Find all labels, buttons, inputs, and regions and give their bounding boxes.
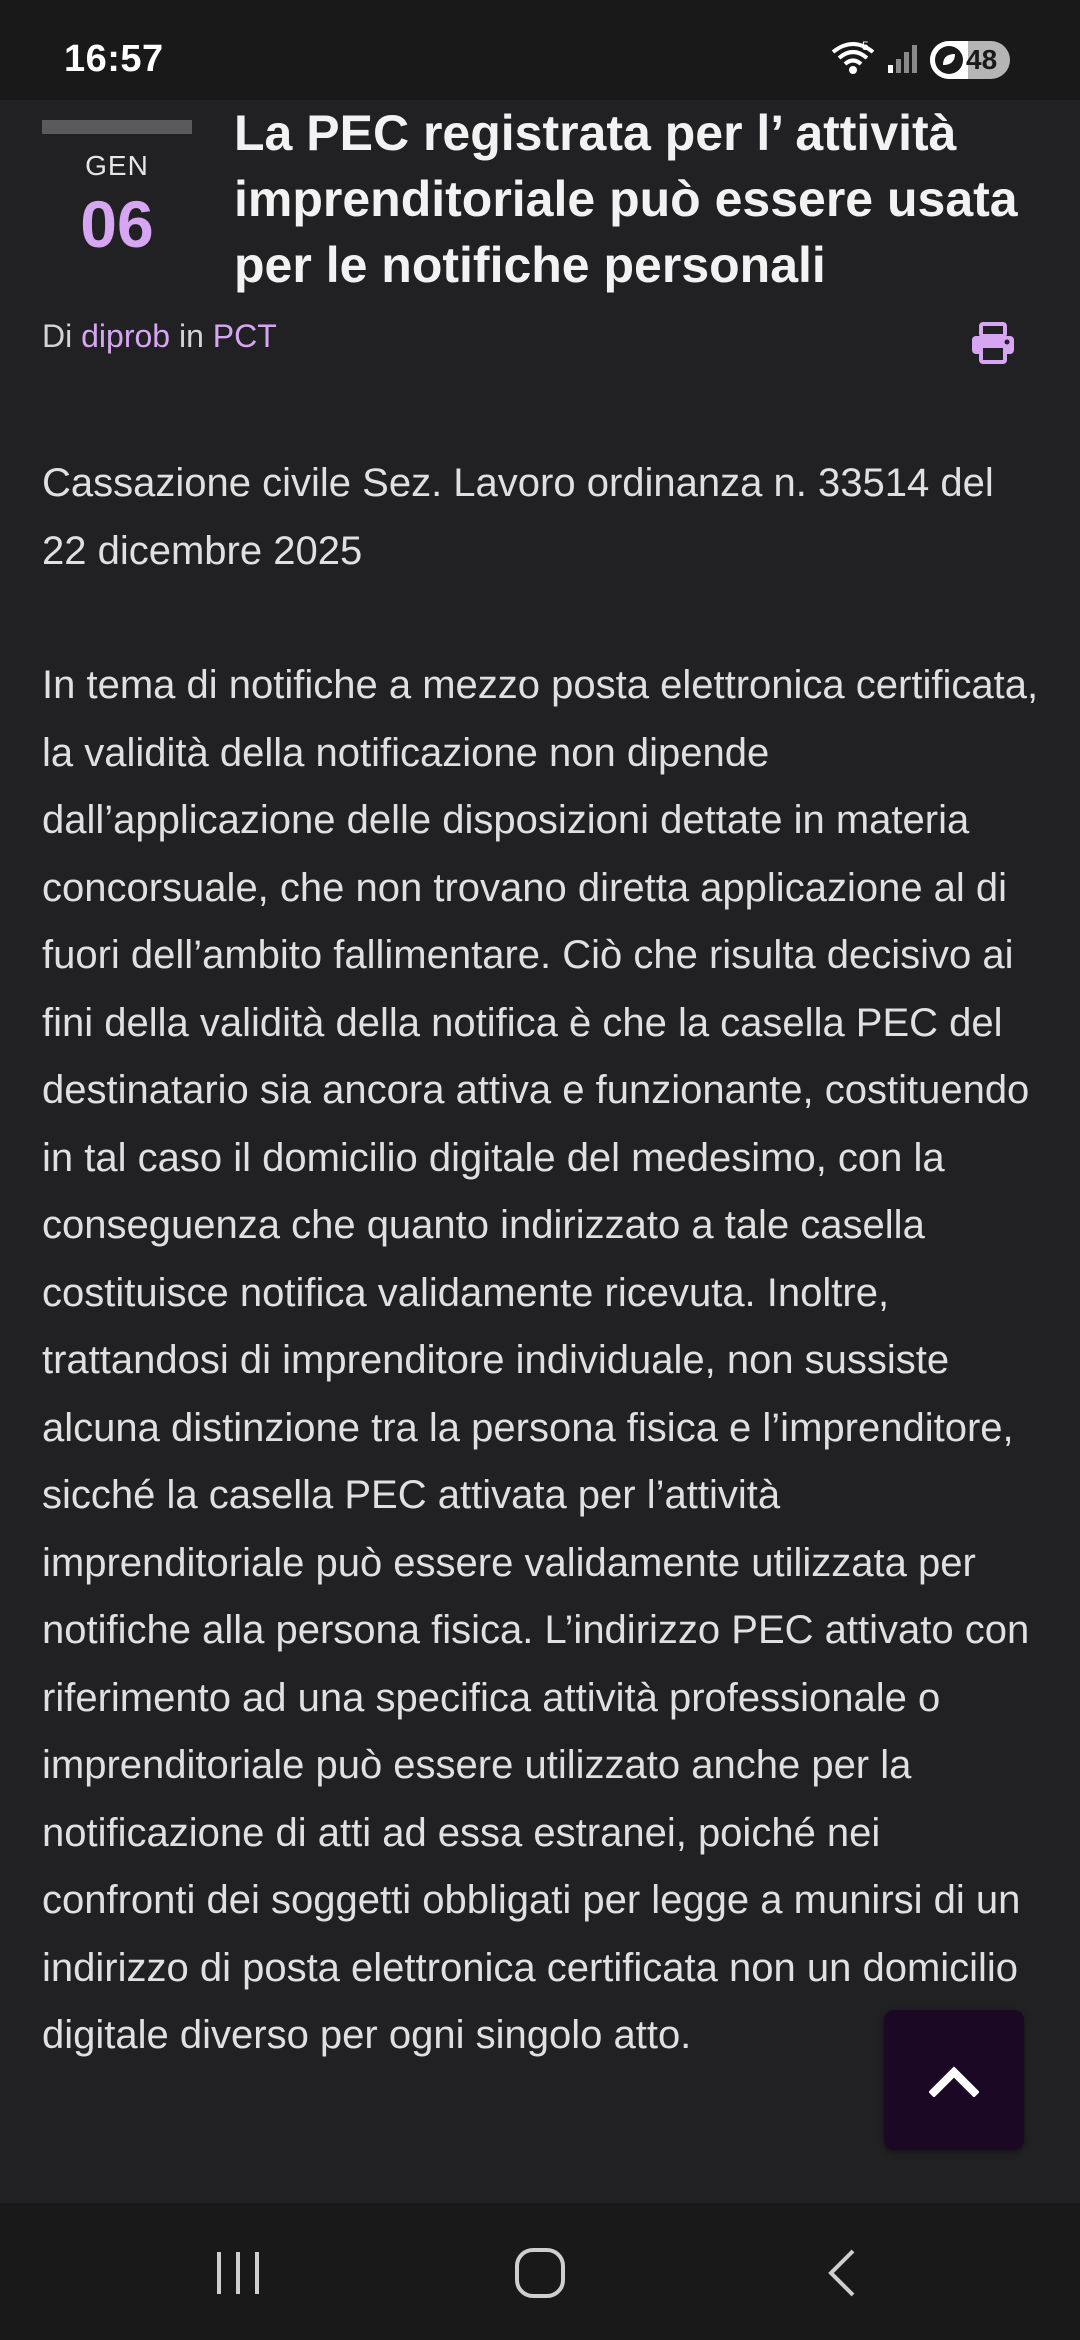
- scroll-to-top-button[interactable]: [884, 2010, 1024, 2150]
- home-icon: [513, 2246, 567, 2300]
- byline: [42, 318, 277, 355]
- article-paragraph-1: Cassazione civile Sez. Lavoro ordinanza n. 33514 del 22 dicembre 2025: [42, 461, 994, 573]
- post-title: La PEC registrata per l’ attività imprenditoriale può essere usata per le notifiche personali: [234, 105, 1018, 293]
- print-button[interactable]: [970, 322, 1016, 364]
- system-nav-bar: [0, 2203, 1080, 2340]
- date-month: GEN: [85, 150, 149, 181]
- paragraph-gap: [42, 585, 1042, 652]
- battery-level: 48: [966, 44, 998, 75]
- back-icon: [821, 2247, 861, 2299]
- status-time: 16:57: [64, 38, 164, 80]
- print-icon: [970, 322, 1016, 364]
- article-body: [42, 450, 1042, 2070]
- wifi-icon: [830, 40, 876, 81]
- battery-icon: [930, 41, 1010, 79]
- status-bar: [0, 0, 1080, 100]
- date-badge: [42, 120, 192, 270]
- category-link[interactable]: PCT: [212, 318, 277, 354]
- date-day: 06: [80, 187, 154, 261]
- svg-text:5: 5: [862, 39, 869, 53]
- leaf-icon: [934, 45, 964, 75]
- recent-apps-icon: [213, 2250, 263, 2296]
- byline-prefix: Di: [42, 318, 73, 354]
- byline-in: in: [178, 318, 204, 354]
- chevron-up-icon: [929, 2063, 979, 2097]
- signal-icon: [886, 41, 920, 80]
- status-icons: [830, 40, 1010, 80]
- back-button[interactable]: [806, 2238, 876, 2308]
- recent-apps-button[interactable]: [203, 2238, 273, 2308]
- article-paragraph-2: In tema di notifiche a mezzo posta elettronica certificata, la validità della notificazione non dipende dall’applicazione delle disposizioni dettate in materia concorsuale, che non trovano diretta applicazione al di fuori dell’ambito fallimentare. Ciò che risulta decisivo ai fini della validità della notifica è che la casella PEC del destinatario sia ancora attiva e funzionante, costituendo in tal caso il domicilio digitale del medesimo, con la conseguenza che quanto indirizzato a tale casella costituisce notifica validamente ricevuta. Inoltre, trattandosi di imprenditore individuale, non sussiste alcuna distinzione tra la persona fisica e l’imprenditore, sicché la casella PEC attivata per l’attività imprenditoriale può essere validamente utilizzata per notifiche alla persona fisica. L’indirizzo PEC attivato con riferimento ad una specifica attività professionale o imprenditoriale può essere utilizzato anche per la notificazione di atti ad essa estranei, poiché nei confronti dei soggetti obbligati per legge a munirsi di un indirizzo di posta elettronica certificata non un domicilio digitale diverso per ogni singolo atto.: [42, 663, 1039, 2057]
- date-divider: [42, 120, 192, 134]
- author-link[interactable]: diprob: [81, 318, 171, 354]
- home-button[interactable]: [505, 2238, 575, 2308]
